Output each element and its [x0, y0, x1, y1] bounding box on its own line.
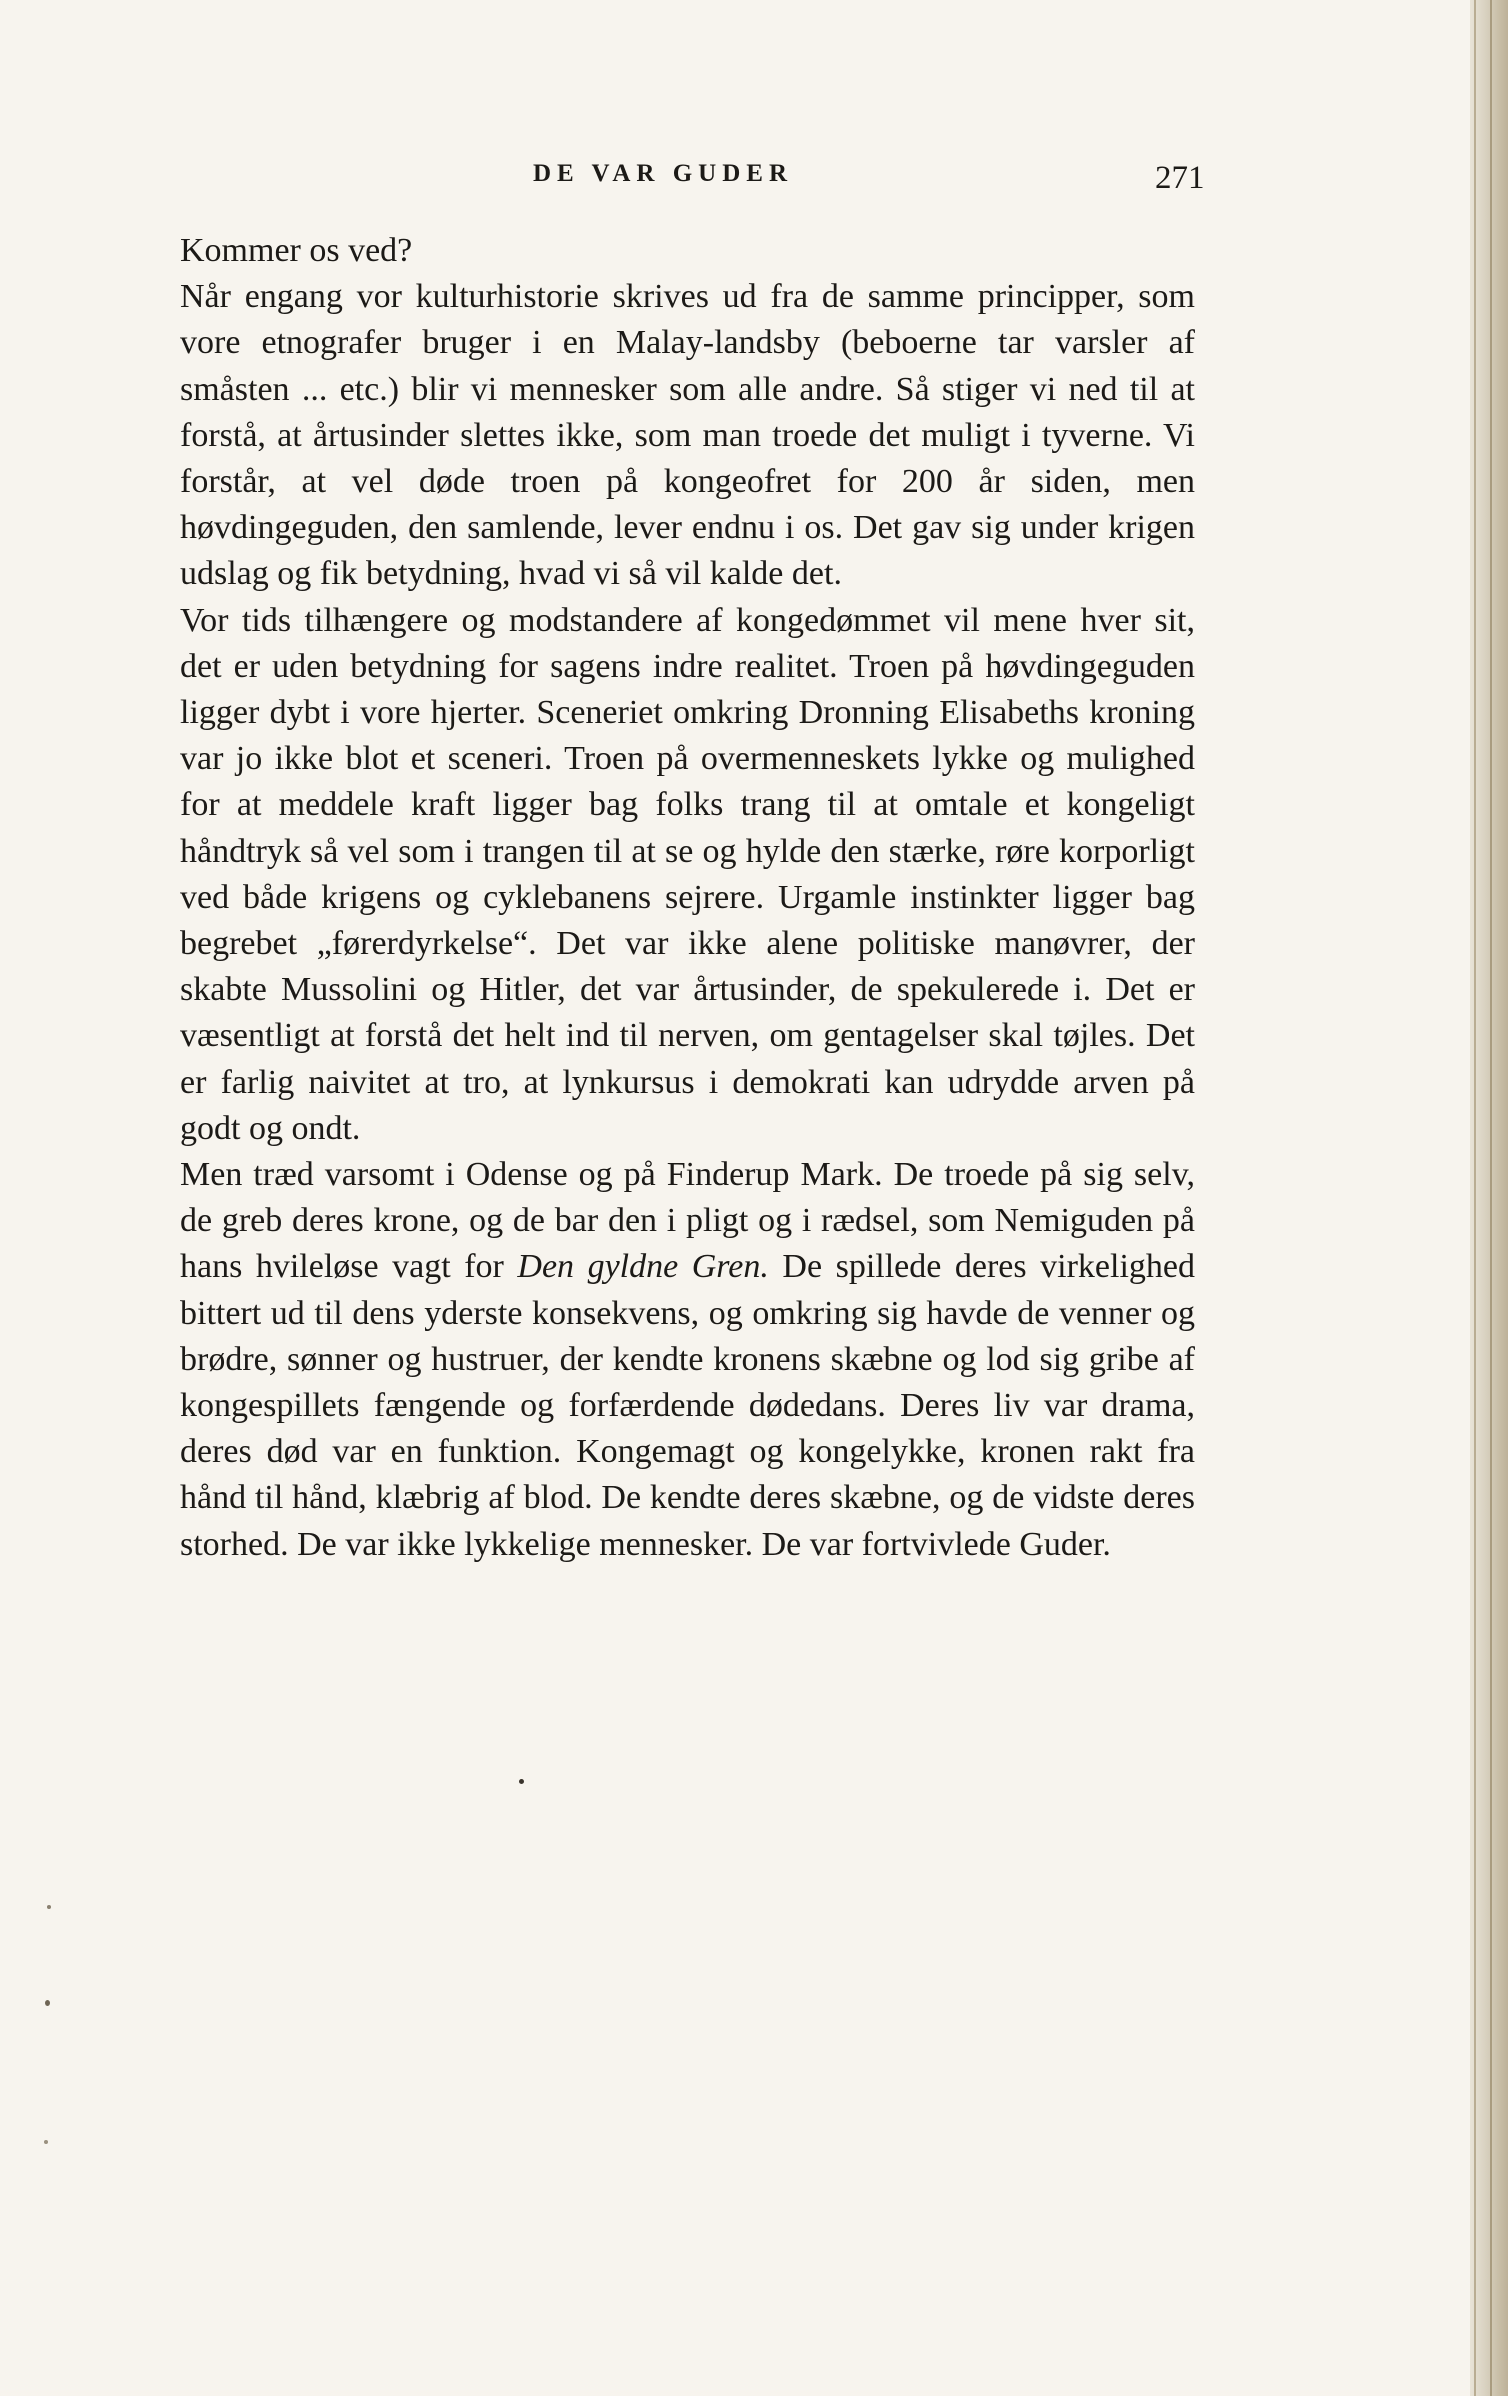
body-text: [180, 228, 1195, 1568]
book-title-italic: Den gyldne Gren.: [517, 1248, 769, 1286]
running-head: [0, 160, 1470, 200]
paragraph-1: Kommer os ved?: [180, 232, 413, 269]
paragraph-4: [180, 1152, 1195, 1568]
ink-speck: [519, 1779, 524, 1784]
paragraph-4-start: Men træd varsomt i Odense og på Finderup Mark. De troede på sig selv, de greb deres krone, og de bar den i pligt og i rædsel, som Nemiguden på hans hvileløse vagt for: [180, 1156, 1195, 1286]
ink-speck: [44, 2140, 48, 2144]
edge-line: [1490, 0, 1492, 2396]
running-head-title: DE VAR GUDER: [533, 160, 794, 187]
paragraph-4-end: De spillede deres virkelighed bittert ud til dens yderste konsekvens, og omkring sig havde de venner og brødre, sønner og hustruer, der kendte kronens skæbne og lod sig gribe af kongespillets fængende og forfærdende dødedans. Deres liv var drama, deres død var en funktion. Kongemagt og kongelykke, kronen rakt fra hånd til hånd, klæbrig af blod. De kendte deres skæbne, og de vidste deres storhed. De var ikke lykkelige mennesker. De var fortvivlede Guder.: [180, 1248, 1195, 1563]
page-number: 271: [1155, 160, 1205, 196]
edge-line: [1474, 0, 1476, 2396]
ink-speck: [47, 1905, 51, 1909]
paragraph-2: Når engang vor kulturhistorie skrives ud fra de samme principper, som vore etnografer bruger i en Malay-landsby (beboerne tar varsler af småsten ... etc.) blir vi mennesker som alle andre. Så stiger vi ned til at forstå, at årtusinder slettes ikke, som man troede det muligt i tyverne. Vi forstår, at vel døde troen på kongeofret for 200 år siden, men høvdingeguden, den samlende, lever endnu i os. Det gav sig under krigen udslag og fik betydning, hvad vi så vil kalde det.: [180, 278, 1195, 593]
ink-speck: [45, 2000, 50, 2006]
paragraph-3: Vor tids tilhængere og modstandere af kongedømmet vil mene hver sit, det er uden betydning for sagens indre realitet. Troen på høvdingeguden ligger dybt i vore hjerter. Sceneriet omkring Dronning Elisabeths kroning var jo ikke blot et sceneri. Troen på overmenneskets lykke og mulighed for at meddele kraft ligger bag folks trang til at omtale et kongeligt håndtryk så vel som i trangen til at se og hylde den stærke, røre korporligt ved både krigens og cyklebanens sejrere. Urgamle instinkter ligger bag begrebet „førerdyrkelse“. Det var ikke alene politiske manøvrer, der skabte Mussolini og Hitler, det var årtusinder, de spekulerede i. Det er væsentligt at forstå det helt ind til nerven, om gentagelser skal tøjles. Det er farlig naivitet at tro, at lynkursus i demokrati kan udrydde arven på godt og ondt.: [180, 601, 1195, 1147]
page-edge: [1470, 0, 1508, 2396]
